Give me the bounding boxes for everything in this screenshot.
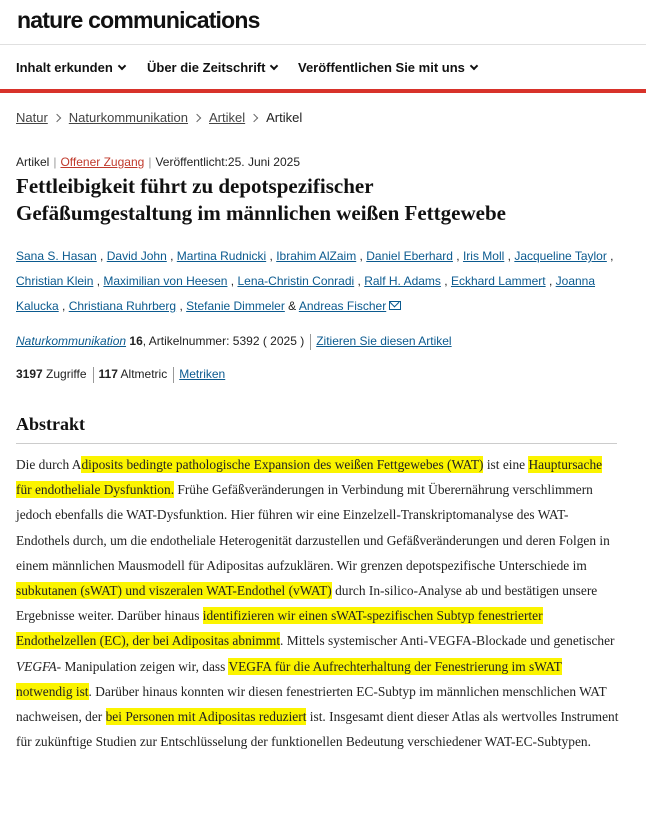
breadcrumb-link[interactable]: Naturkommunikation <box>68 110 189 125</box>
article-type: Artikel <box>16 155 50 169</box>
header-accent-divider <box>0 89 646 93</box>
abstract-segment: . Darüber hinaus konnten wir diesen fenestrierten EC-Subtyp im männlichen menschlichen WAT nachweisen, der <box>16 683 607 725</box>
citation-line <box>16 334 452 350</box>
author-link[interactable]: Martina Rudnicki <box>176 249 267 263</box>
author-link[interactable]: Jacqueline Taylor <box>514 249 607 263</box>
article-number: 5392 <box>232 334 260 349</box>
meta-separator: | <box>148 155 152 169</box>
abstract-segment: ist. Insgesamt dient dieser Atlas als wertvolles Instrument für zukünftige Studien zur Entschlüsselung der funktionellen Bedeutung verschiedener WAT-EC-Subtypen. <box>16 709 619 750</box>
author-link[interactable]: David John <box>106 249 167 263</box>
meta-separator: | <box>53 155 57 169</box>
divider <box>173 367 174 383</box>
divider <box>310 334 311 350</box>
author-list: Sana S. Hasan , David John , Martina Rudnicki , Ibrahim AlZaim , Daniel Eberhard , Iris Moll , Jacqueline Taylor , Christian Klein , Maximilian von Heesen , Lena-Christin Conradi , Ralf H. Adams , Eckhard Lammert , Joanna Kalucka , Christiana Ruhrberg , Stefanie Dimmeler & Andreas Fischer <box>16 249 614 313</box>
highlighted-text: identifizieren wir einen sWAT-spezifischen Subtyp fenestrierter Endothelzellen (EC), der bei Adipositas abnimmt <box>16 608 543 649</box>
breadcrumb-current: Artikel <box>266 110 303 125</box>
chevron-down-icon <box>118 62 126 70</box>
author-link[interactable]: Maximilian von Heesen <box>103 274 228 288</box>
volume: 16 <box>129 334 143 349</box>
accesses-count: 3197 <box>16 367 43 382</box>
author-link[interactable]: Lena-Christin Conradi <box>237 274 355 288</box>
highlighted-text: diposits bedingte pathologische Expansion des weißen Fettgewebes (WAT) <box>81 457 484 472</box>
author-link[interactable]: Sana S. Hasan <box>16 249 97 263</box>
author-link[interactable]: Daniel Eberhard <box>366 249 453 263</box>
section-divider <box>16 443 617 444</box>
gene-name: VEGFA- <box>16 658 62 674</box>
cite-article-link[interactable]: Zitieren Sie diesen Artikel <box>316 334 452 349</box>
abstract-text <box>16 452 620 754</box>
altmetric-label: Altmetric <box>120 367 168 382</box>
nav-label: Über die Zeitschrift <box>147 60 266 75</box>
main-nav <box>0 45 646 89</box>
author-link[interactable]: Joanna Kalucka <box>16 274 596 313</box>
journal-link[interactable]: Naturkommunikation <box>16 334 127 349</box>
author-link[interactable]: Stefanie Dimmeler <box>186 299 285 313</box>
abstract-segment: Die durch A <box>16 457 82 472</box>
nav-explore-content[interactable] <box>16 60 125 75</box>
author-link[interactable]: Ralf H. Adams <box>364 274 441 288</box>
abstract-heading: Abstrakt <box>16 414 86 434</box>
journal-logo[interactable]: nature communications <box>17 7 260 33</box>
highlighted-text: subkutanen (sWAT) und viszeralen WAT-Endothel (vWAT) <box>16 583 332 599</box>
publication-year: ( 2025 ) <box>262 334 305 349</box>
article-meta <box>16 155 300 169</box>
abstract-segment: Manipulation zeigen wir, dass <box>61 658 229 674</box>
article-number-label: , Artikelnummer: <box>142 334 230 349</box>
author-link[interactable]: Eckhard Lammert <box>450 274 546 288</box>
highlighted-text: Hauptursache für endotheliale Dysfunktion. <box>16 457 603 498</box>
site-header <box>0 0 646 45</box>
chevron-right-icon <box>193 114 201 122</box>
chevron-right-icon <box>250 114 258 122</box>
chevron-down-icon <box>470 62 478 70</box>
author-link[interactable]: Christian Klein <box>16 274 94 288</box>
article-metrics <box>16 367 225 383</box>
chevron-down-icon <box>270 62 278 70</box>
nav-label: Inhalt erkunden <box>16 60 113 75</box>
author-link[interactable]: Andreas Fischer <box>298 299 387 313</box>
highlighted-text: VEGFA für die Aufrechterhaltung der Fenestrierung im sWAT notwendig ist <box>16 658 562 699</box>
divider <box>93 367 94 383</box>
open-access-link[interactable]: Offener Zugang <box>60 155 145 169</box>
author-link[interactable]: Ibrahim AlZaim <box>276 249 357 263</box>
nav-publish-with-us[interactable] <box>298 60 477 75</box>
article-title <box>16 173 626 227</box>
abstract-segment: ist eine <box>483 457 529 472</box>
chevron-right-icon <box>53 114 61 122</box>
title-line: Gefäßumgestaltung im männlichen weißen Fettgewebe <box>16 201 506 225</box>
abstract-segment: Frühe Gefäßveränderungen in Verbindung mit Überernährung verschlimmern jedoch ebenfalls die WAT-Dysfunktion. Hier führen wir eine Einzelzell-Transkriptomanalyse des WAT-Endothels durch, um die endotheliale Heterogenität darzustellen und Gefäßveränderungen und deren Folgen in einem männlichen Mausmodell für Adipositas aufzuklären. Wir grenzen depotspezifische Unterschiede im <box>16 482 610 573</box>
accesses-label: Zugriffe <box>46 367 87 382</box>
author-link[interactable]: Christiana Ruhrberg <box>68 299 177 313</box>
altmetric-score: 117 <box>98 367 118 382</box>
breadcrumb-link[interactable]: Artikel <box>209 110 246 125</box>
breadcrumb-link[interactable]: Natur <box>16 110 48 125</box>
nav-about-journal[interactable] <box>147 60 277 75</box>
mail-icon[interactable] <box>389 301 401 310</box>
nav-label: Veröffentlichen Sie mit uns <box>298 60 465 75</box>
abstract-segment: durch In-silico-Analyse ab und bestätigen unsere Ergebnisse weiter. Darüber hinaus <box>16 583 598 624</box>
author-link[interactable]: Iris Moll <box>462 249 505 263</box>
breadcrumb <box>16 110 302 125</box>
highlighted-text: bei Personen mit Adipositas reduziert <box>105 709 307 725</box>
metrics-link[interactable]: Metriken <box>179 367 226 382</box>
abstract-segment: . Mittels systemischer Anti-VEGFA-Blockade und genetischer <box>280 633 615 649</box>
published-date: Veröffentlicht:25. Juni 2025 <box>155 155 300 169</box>
title-line: Fettleibigkeit führt zu depotspezifischer <box>16 174 374 198</box>
